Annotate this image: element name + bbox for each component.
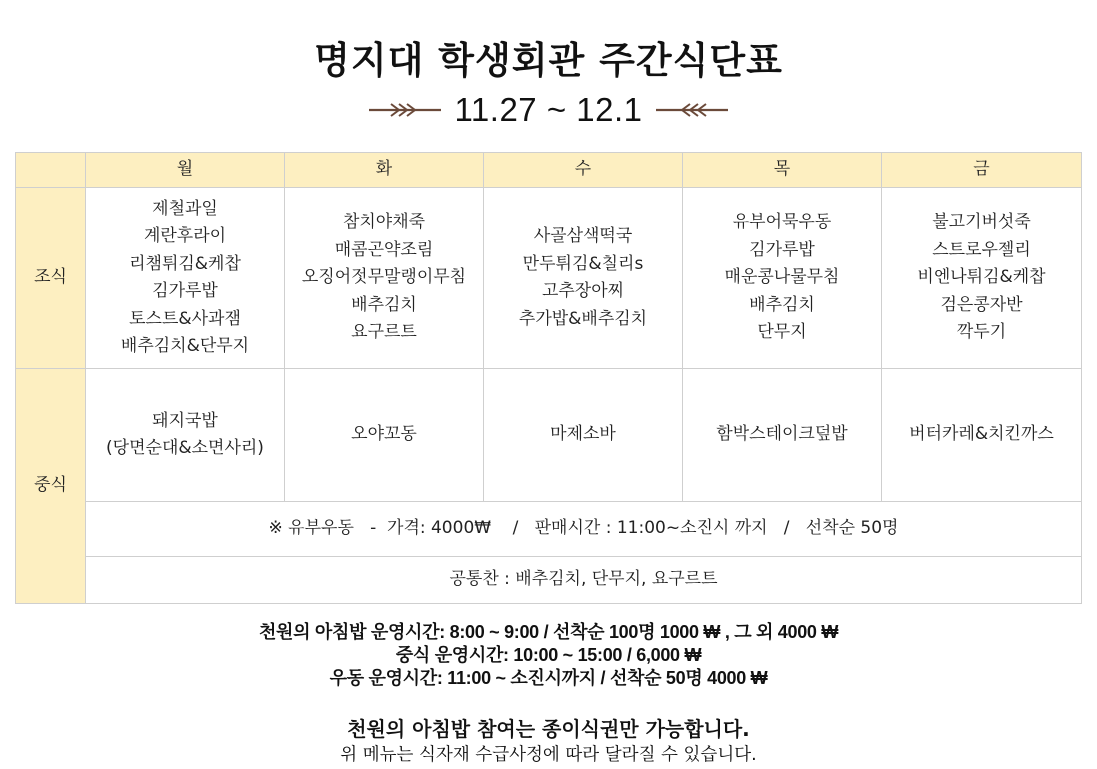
menu-item: 매콤곤약조림	[334, 239, 434, 260]
weekly-menu-table	[15, 152, 1082, 604]
menu-item: 함박스테이크덮밥	[716, 424, 848, 445]
day-header-row	[16, 153, 1082, 188]
menu-item: 배추김치&단무지	[120, 336, 250, 356]
menu-item: 검은콩자반	[940, 294, 1023, 315]
breakfast-row	[16, 188, 1082, 369]
breakfast-cell-tue	[285, 188, 484, 369]
menu-item: 마제소바	[550, 424, 616, 445]
menu-item: 김가루밥	[749, 239, 815, 260]
breakfast-cell-mon	[86, 188, 285, 369]
menu-item: 배추김치	[351, 294, 417, 315]
wheat-right-icon	[656, 100, 728, 120]
menu-item: 계란후라이	[143, 226, 227, 246]
menu-item: 스트로우젤리	[932, 239, 1031, 260]
lunch-row	[16, 369, 1082, 502]
menu-item: 오징어젓무말랭이무침	[301, 267, 467, 288]
day-header-thu: 목	[683, 153, 882, 188]
breakfast-label: 조식	[16, 188, 86, 369]
lunch-label: 중식	[16, 369, 86, 604]
menu-item: 만두튀김&칠리s	[522, 253, 644, 274]
menu-item: 버터카레&치킨까스	[909, 424, 1054, 445]
breakfast-cell-fri	[882, 188, 1082, 369]
day-header-wed: 수	[484, 153, 683, 188]
menu-change-notice: 위 메뉴는 식자재 수급사정에 따라 달라질 수 있습니다.	[340, 745, 757, 765]
menu-item: 배추김치	[749, 294, 815, 315]
menu-item: 사골삼색떡국	[533, 226, 633, 246]
lunch-cell-mon	[86, 369, 285, 502]
menu-item: 토스트&사과잼	[129, 308, 241, 329]
menu-item: 오야꼬동	[351, 424, 417, 445]
lunch-cell-fri	[882, 369, 1082, 502]
page-title: 명지대 학생회관 주간식단표	[314, 39, 783, 82]
day-header-mon: 월	[86, 153, 285, 188]
day-header-fri: 금	[882, 153, 1082, 188]
menu-item: 제철과일	[152, 198, 218, 219]
menu-item: 유부어묵우동	[732, 212, 832, 233]
udon-note: ※ 유부우동 - 가격: 4000₩ / 판매시간 : 11:00~소진시 까지 / 선착순 50명	[86, 502, 1082, 557]
shared-side-row	[16, 557, 1082, 604]
lunch-cell-thu	[683, 369, 882, 502]
menu-item: 매운콩나물무침	[724, 267, 840, 288]
menu-item: 단무지	[757, 322, 807, 343]
menu-item: 리챔튀김&케찹	[129, 253, 241, 274]
corner-cell	[16, 153, 86, 188]
day-header-tue: 화	[285, 153, 484, 188]
shared-side-dishes: 공통찬 : 배추김치, 단무지, 요구르트	[86, 557, 1082, 604]
info-line: 우동 운영시간: 11:00 ~ 소진시까지 / 선착순 50명 4000 ₩	[329, 668, 768, 688]
menu-item: 불고기버섯죽	[932, 212, 1031, 233]
breakfast-cell-wed	[484, 188, 683, 369]
date-row	[0, 90, 1097, 130]
breakfast-cell-thu	[683, 188, 882, 369]
menu-item: 비엔나튀김&케찹	[917, 267, 1046, 288]
date-range: 11.27 ~ 12.1	[454, 91, 643, 128]
lunch-cell-tue	[285, 369, 484, 502]
lunch-cell-wed	[484, 369, 683, 502]
udon-note-row	[16, 502, 1082, 557]
menu-item: (당면순대&소면사리)	[106, 438, 264, 458]
wheat-left-icon	[369, 100, 441, 120]
info-line: 중식 운영시간: 10:00 ~ 15:00 / 6,000 ₩	[395, 645, 702, 665]
menu-item: 추가밥&배추김치	[518, 308, 648, 329]
menu-item: 참치야채죽	[342, 212, 426, 233]
menu-item: 김가루밥	[152, 281, 218, 301]
info-line: 천원의 아침밥 운영시간: 8:00 ~ 9:00 / 선착순 100명 1000 ₩ , 그 외 4000 ₩	[258, 622, 839, 642]
operating-hours-info	[0, 621, 1097, 690]
menu-item: 돼지국밥	[152, 410, 218, 431]
menu-item: 깍두기	[956, 322, 1007, 343]
menu-item: 요구르트	[351, 322, 417, 343]
paper-ticket-notice: 천원의 아침밥 참여는 종이식권만 가능합니다.	[347, 717, 750, 741]
menu-item: 고추장아찌	[541, 281, 625, 301]
